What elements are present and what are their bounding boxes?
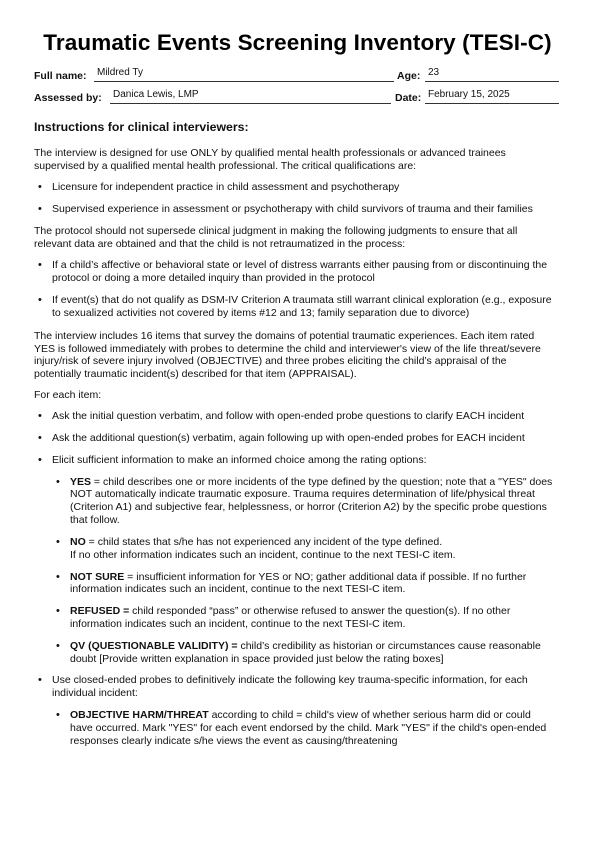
age-field[interactable] — [425, 67, 559, 82]
rating-term: REFUSED = — [70, 605, 130, 618]
key-info-text: according to child = child's view of whether serious harm did or could have occurred. Mark "YES" for each event endorsed by the child. Mark "YES" if the child's open-ended responses clearly indicate s/he views the event as causing/threatening — [70, 709, 547, 747]
full-name-label: Full name: — [34, 70, 87, 82]
date-value: February 15, 2025 — [428, 89, 510, 100]
rating-options-list — [52, 476, 554, 666]
rating-text-continued: If no other information indicates such an incident, continue to the next TESI-C item. — [70, 548, 456, 561]
rating-option — [52, 476, 554, 528]
page-title: Traumatic Events Screening Inventory (TESI-C) — [43, 30, 552, 55]
full-name-row — [34, 67, 564, 83]
rating-text: = insufficient information for YES or NO; gather additional data if possible. If no further information indicates such an incident, continue to the next TESI-C item. — [70, 570, 527, 596]
rating-option — [52, 605, 554, 631]
rating-text: child’s credibility as historian or circumstances cause reasonable doubt [Provide written explanation in space provided just below the rating boxes] — [70, 639, 541, 665]
judgments-list — [34, 259, 554, 319]
assessed-by-value: Danica Lewis, LMP — [113, 89, 199, 100]
rating-term: NOT SURE — [70, 570, 125, 583]
rating-term: YES — [70, 475, 92, 488]
intro-paragraph: The interview is designed for use ONLY by qualified mental health professionals or advanced trainees supervised by a qualified mental health professional. The critical qualifications are: — [34, 147, 506, 172]
rating-text: child responded “pass” or otherwise refused to answer the question(s). If no other information indicates such an incident, continue to the next TESI-C item. — [70, 605, 511, 631]
list-item: • If event(s) that do not qualify as DSM-IV Criterion A traumata still warrant clinical exploration (e.g., exposure to sexualized activities not covered by items #12 and 13; family separation due to divorce) — [34, 294, 554, 320]
rating-option — [52, 640, 554, 666]
key-info-term: OBJECTIVE HARM/THREAT — [70, 709, 209, 722]
rating-text: = child states that s/he has not experienced any incident of the type defined. — [85, 535, 443, 548]
list-item: • Ask the additional question(s) verbatim, again following up with open-ended probes for EACH incident — [34, 432, 554, 445]
list-item: • Supervised experience in assessment or psychotherapy with child survivors of trauma and their families — [34, 203, 554, 216]
age-value: 23 — [428, 67, 440, 78]
key-info-item — [52, 709, 554, 748]
age-label: Age: — [397, 70, 421, 82]
date-label: Date: — [395, 92, 422, 104]
key-info-list — [52, 709, 554, 748]
step-text: Elicit sufficient information to make an informed choice among the rating options: — [52, 453, 427, 466]
rating-term: NO — [70, 535, 86, 548]
step-text: Use closed-ended probes to definitively indicate the following key trauma-specific information, for each individual incident: — [52, 674, 528, 700]
for-each-item-label: For each item: — [34, 389, 102, 402]
rating-term: QV (QUESTIONABLE VALIDITY) = — [70, 639, 238, 652]
full-name-field[interactable] — [94, 67, 394, 82]
protocol-paragraph: The protocol should not supersede clinical judgment in making the following judgments to ensure that all relevant data are obtained and that the child is not retraumatized in the process: — [34, 225, 518, 251]
list-item: • Licensure for independent practice in child assessment and psychotherapy — [34, 181, 554, 194]
rating-option — [52, 571, 554, 597]
assessed-by-label: Assessed by: — [34, 92, 102, 104]
list-item: • Ask the initial question verbatim, and follow with open-ended probe questions to clarify EACH incident — [34, 410, 554, 423]
rating-option — [52, 536, 554, 562]
assessed-by-field[interactable] — [110, 89, 391, 104]
list-item — [34, 454, 554, 666]
rating-text: = child describes one or more incidents of the type defined by the question; note that a "YES" does NOT automatically indicate traumatic exposure. Trauma requires determination of life/physical threat (Criterion A1) and subjective fear, helplessness, or horror (Criterion A2) by the specific probe questions that follow. — [70, 475, 553, 527]
items-paragraph: The interview includes 16 items that survey the domains of potential traumatic experiences. Each item rated YES is followed immediately with probes to determine the child and interviewer's view of the life threat/severe injury/risk of severe injury involved (OBJECTIVE) and three probes eliciting the child’s appraisal of the potentially traumatic incident(s) described for that item (APPRAISAL). — [34, 329, 541, 381]
instructions-body — [34, 147, 554, 758]
list-item — [34, 674, 554, 748]
list-item: • If a child’s affective or behavioral state or level of distress warrants either pausing from or discontinuing the protocol or doing a more detailed inquiry than provided in the protocol — [34, 259, 554, 285]
steps-list — [34, 410, 554, 748]
qualifications-list — [34, 181, 554, 216]
date-field[interactable] — [425, 89, 559, 104]
instructions-heading: Instructions for clinical interviewers: — [34, 120, 249, 134]
full-name-value: Mildred Ty — [97, 67, 143, 78]
assessed-by-row — [34, 89, 564, 105]
